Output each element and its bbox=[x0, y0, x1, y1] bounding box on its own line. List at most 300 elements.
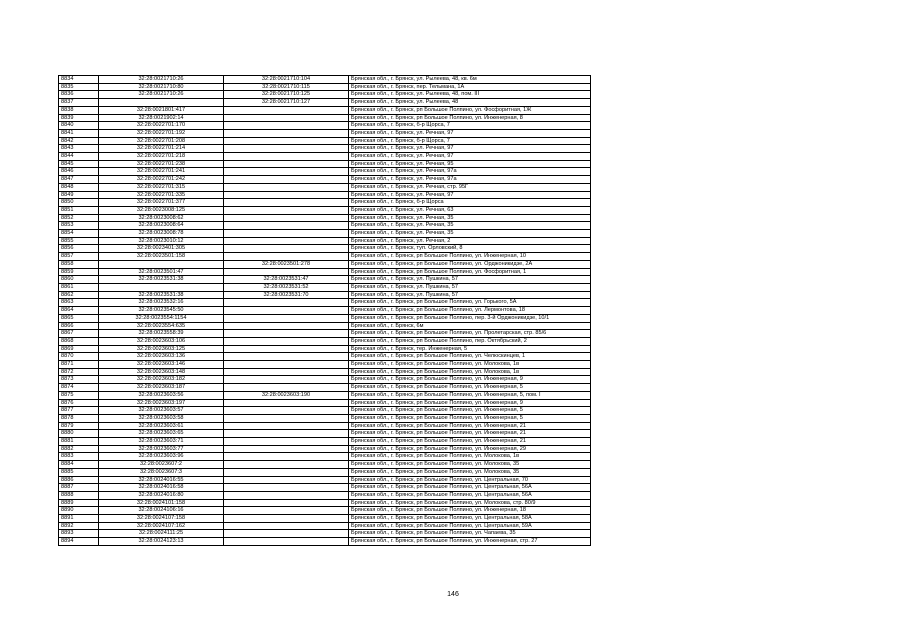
object-number-cell bbox=[224, 153, 349, 161]
parcel-number-cell: 32:28:0023008:78 bbox=[99, 230, 224, 238]
table-row bbox=[59, 368, 591, 376]
table-row bbox=[59, 91, 591, 99]
row-number-cell: 8884 bbox=[59, 461, 99, 469]
parcel-number-cell bbox=[99, 99, 224, 107]
table-row bbox=[59, 245, 591, 253]
row-number-cell: 8865 bbox=[59, 314, 99, 322]
address-cell: Брянская обл., г. Брянск, ул. Речная, 97а bbox=[349, 168, 591, 176]
address-cell: Брянская обл., г. Брянск, рп Большое Полпино, ул. Лермонтова, 18 bbox=[349, 307, 591, 315]
table-row bbox=[59, 253, 591, 261]
table-row bbox=[59, 153, 591, 161]
parcel-number-cell: 32:28:0023603:125 bbox=[99, 345, 224, 353]
parcel-number-cell: 32:28:0023603:61 bbox=[99, 422, 224, 430]
parcel-number-cell: 32:28:0023603:96 bbox=[99, 453, 224, 461]
row-number-cell: 8839 bbox=[59, 114, 99, 122]
table-row bbox=[59, 507, 591, 515]
row-number-cell: 8854 bbox=[59, 230, 99, 238]
parcel-number-cell: 32:28:0023008:125 bbox=[99, 206, 224, 214]
table-row bbox=[59, 376, 591, 384]
parcel-number-cell: 32:28:0023558:39 bbox=[99, 330, 224, 338]
address-cell: Брянская обл., г. Брянск, рп Большое Полпино, ул. Орджоникидзе, 2А bbox=[349, 260, 591, 268]
row-number-cell: 8863 bbox=[59, 299, 99, 307]
row-number-cell: 8868 bbox=[59, 337, 99, 345]
table-row bbox=[59, 337, 591, 345]
parcel-number-cell: 32:28:0024107:158 bbox=[99, 515, 224, 523]
table-row bbox=[59, 476, 591, 484]
table-row bbox=[59, 114, 591, 122]
table-row bbox=[59, 361, 591, 369]
address-cell: Брянская обл., г. Брянск, ул. Речная, 35 bbox=[349, 222, 591, 230]
address-cell: Брянская обл., г. Брянск, 6м bbox=[349, 322, 591, 330]
address-cell: Брянская обл., г. Брянск, рп Большое Полпино, ул. Инженерная, 9 bbox=[349, 376, 591, 384]
cadastral-table bbox=[58, 75, 591, 546]
parcel-number-cell bbox=[99, 260, 224, 268]
object-number-cell bbox=[224, 145, 349, 153]
address-cell: Брянская обл., г. Брянск, ул. Речная, 35 bbox=[349, 214, 591, 222]
row-number-cell: 8883 bbox=[59, 453, 99, 461]
parcel-number-cell: 32:28:0023531:38 bbox=[99, 291, 224, 299]
object-number-cell bbox=[224, 337, 349, 345]
parcel-number-cell: 32:28:0022701:315 bbox=[99, 183, 224, 191]
table-row bbox=[59, 206, 591, 214]
parcel-number-cell: 32:28:0022701:242 bbox=[99, 176, 224, 184]
object-number-cell bbox=[224, 230, 349, 238]
parcel-number-cell: 32:28:0024016:58 bbox=[99, 484, 224, 492]
parcel-number-cell: 32:28:0024106:16 bbox=[99, 507, 224, 515]
row-number-cell: 8840 bbox=[59, 122, 99, 130]
object-number-cell bbox=[224, 376, 349, 384]
table-row bbox=[59, 407, 591, 415]
address-cell: Брянская обл., г. Брянск, рп Большое Полпино, ул. Центральная, 56А bbox=[349, 491, 591, 499]
address-cell: Брянская обл., г. Брянск, ул. Рылеева, 48, пом. III bbox=[349, 91, 591, 99]
object-number-cell: 32:28:0023603:190 bbox=[224, 391, 349, 399]
object-number-cell bbox=[224, 314, 349, 322]
row-number-cell: 8837 bbox=[59, 99, 99, 107]
table-row bbox=[59, 468, 591, 476]
address-cell: Брянская обл., г. Брянск, рп Большое Полпино, ул. Инженерная, 8 bbox=[349, 114, 591, 122]
row-number-cell: 8867 bbox=[59, 330, 99, 338]
object-number-cell bbox=[224, 461, 349, 469]
table-row bbox=[59, 129, 591, 137]
parcel-number-cell: 32:28:0024101:158 bbox=[99, 499, 224, 507]
table-row bbox=[59, 314, 591, 322]
object-number-cell: 32:28:0021710:115 bbox=[224, 83, 349, 91]
table-row bbox=[59, 230, 591, 238]
address-cell: Брянская обл., г. Брянск, рп Большое Полпино, ул. Молокова, 1в bbox=[349, 453, 591, 461]
table-row bbox=[59, 438, 591, 446]
row-number-cell: 8888 bbox=[59, 491, 99, 499]
address-cell: Брянская обл., г. Брянск, рп Большое Полпино, ул. Молокова, 35 bbox=[349, 461, 591, 469]
address-cell: Брянская обл., г. Брянск, рп Большое Полпино, ул. Горького, 5А bbox=[349, 299, 591, 307]
table-row bbox=[59, 83, 591, 91]
address-cell: Брянская обл., г. Брянск, рп Большое Полпино, ул. Фосфоритная, 1Ж bbox=[349, 106, 591, 114]
parcel-number-cell: 32:28:0024107:162 bbox=[99, 522, 224, 530]
object-number-cell bbox=[224, 253, 349, 261]
object-number-cell bbox=[224, 353, 349, 361]
row-number-cell: 8886 bbox=[59, 476, 99, 484]
address-cell: Брянская обл., г. Брянск, рп Большое Полпино, ул. Инженерная, 21 bbox=[349, 438, 591, 446]
object-number-cell bbox=[224, 361, 349, 369]
address-cell: Брянская обл., г. Брянск, пер. Тельмана, 1А bbox=[349, 83, 591, 91]
object-number-cell bbox=[224, 268, 349, 276]
address-cell: Брянская обл., г. Брянск, рп Большое Полпино, ул. Инженерная, 10 bbox=[349, 253, 591, 261]
parcel-number-cell: 32:28:0021902:14 bbox=[99, 114, 224, 122]
object-number-cell: 32:28:0023531:70 bbox=[224, 291, 349, 299]
parcel-number-cell: 32:28:0023603:182 bbox=[99, 376, 224, 384]
address-cell: Брянская обл., г. Брянск, ул. Речная, 97 bbox=[349, 191, 591, 199]
row-number-cell: 8834 bbox=[59, 76, 99, 84]
address-cell: Брянская обл., г. Брянск, ул. Речная, 95 bbox=[349, 160, 591, 168]
parcel-number-cell: 32:28:0023607:2 bbox=[99, 461, 224, 469]
table-row bbox=[59, 191, 591, 199]
row-number-cell: 8874 bbox=[59, 384, 99, 392]
parcel-number-cell: 32:28:0023554:1154 bbox=[99, 314, 224, 322]
table-row bbox=[59, 345, 591, 353]
address-cell: Брянская обл., г. Брянск, рп Большое Полпино, пер. 3-й Орджоникидзе, 10/1 bbox=[349, 314, 591, 322]
object-number-cell bbox=[224, 183, 349, 191]
table-row bbox=[59, 353, 591, 361]
table-row bbox=[59, 299, 591, 307]
parcel-number-cell: 32:28:0024016:55 bbox=[99, 476, 224, 484]
address-cell: Брянская обл., г. Брянск, рп Большое Полпино, ул. Пролетарская, стр. 85/6 bbox=[349, 330, 591, 338]
address-cell: Брянская обл., г. Брянск, рп Большое Полпино, ул. Инженерная, 9 bbox=[349, 399, 591, 407]
object-number-cell bbox=[224, 522, 349, 530]
table-row bbox=[59, 199, 591, 207]
table-row bbox=[59, 260, 591, 268]
object-number-cell bbox=[224, 106, 349, 114]
object-number-cell bbox=[224, 507, 349, 515]
table-row bbox=[59, 430, 591, 438]
address-cell: Брянская обл., г. Брянск, рп Большое Полпино, ул. Инженерная, 29 bbox=[349, 445, 591, 453]
address-cell: Брянская обл., г. Брянск, рп Большое Полпино, ул. Инженерная, 5 bbox=[349, 414, 591, 422]
address-cell: Брянская обл., г. Брянск, ул. Пушкина, 57 bbox=[349, 276, 591, 284]
address-cell: Брянская обл., г. Брянск, ул. Пушкина, 57 bbox=[349, 283, 591, 291]
parcel-number-cell: 32:28:0022701:192 bbox=[99, 129, 224, 137]
table-row bbox=[59, 160, 591, 168]
object-number-cell bbox=[224, 237, 349, 245]
object-number-cell bbox=[224, 214, 349, 222]
object-number-cell bbox=[224, 407, 349, 415]
parcel-number-cell: 32:28:0023603:57 bbox=[99, 407, 224, 415]
object-number-cell: 32:28:0021710:104 bbox=[224, 76, 349, 84]
address-cell: Брянская обл., г. Брянск, ул. Рылеева, 48 bbox=[349, 99, 591, 107]
row-number-cell: 8843 bbox=[59, 145, 99, 153]
parcel-number-cell: 32:28:0023603:106 bbox=[99, 337, 224, 345]
table-row bbox=[59, 414, 591, 422]
parcel-number-cell bbox=[99, 283, 224, 291]
parcel-number-cell: 32:28:0023008:64 bbox=[99, 222, 224, 230]
table-row bbox=[59, 99, 591, 107]
object-number-cell bbox=[224, 322, 349, 330]
table-row bbox=[59, 145, 591, 153]
parcel-number-cell: 32:28:0024123:13 bbox=[99, 538, 224, 546]
object-number-cell bbox=[224, 160, 349, 168]
row-number-cell: 8880 bbox=[59, 430, 99, 438]
table-row bbox=[59, 222, 591, 230]
object-number-cell bbox=[224, 299, 349, 307]
object-number-cell bbox=[224, 476, 349, 484]
parcel-number-cell: 32:28:0023603:187 bbox=[99, 384, 224, 392]
parcel-number-cell: 32:28:0023603:77 bbox=[99, 445, 224, 453]
object-number-cell bbox=[224, 114, 349, 122]
table-row bbox=[59, 399, 591, 407]
table-row bbox=[59, 522, 591, 530]
table-row bbox=[59, 214, 591, 222]
parcel-number-cell: 32:28:0023401:305 bbox=[99, 245, 224, 253]
row-number-cell: 8876 bbox=[59, 399, 99, 407]
row-number-cell: 8835 bbox=[59, 83, 99, 91]
row-number-cell: 8849 bbox=[59, 191, 99, 199]
table-row bbox=[59, 499, 591, 507]
parcel-number-cell: 32:28:0023010:12 bbox=[99, 237, 224, 245]
address-cell: Брянская обл., г. Брянск, тер. Инженерная, 5 bbox=[349, 345, 591, 353]
object-number-cell bbox=[224, 530, 349, 538]
object-number-cell bbox=[224, 199, 349, 207]
row-number-cell: 8885 bbox=[59, 468, 99, 476]
object-number-cell bbox=[224, 330, 349, 338]
parcel-number-cell: 32:28:0023603:197 bbox=[99, 399, 224, 407]
parcel-number-cell: 32:28:0023603:58 bbox=[99, 414, 224, 422]
row-number-cell: 8857 bbox=[59, 253, 99, 261]
table-row bbox=[59, 283, 591, 291]
object-number-cell: 32:28:0021710:125 bbox=[224, 91, 349, 99]
object-number-cell bbox=[224, 307, 349, 315]
row-number-cell: 8894 bbox=[59, 538, 99, 546]
parcel-number-cell: 32:28:0022701:238 bbox=[99, 160, 224, 168]
address-cell: Брянская обл., г. Брянск, туп. Орловский, 8 bbox=[349, 245, 591, 253]
object-number-cell bbox=[224, 384, 349, 392]
table-row bbox=[59, 491, 591, 499]
address-cell: Брянская обл., г. Брянск, б-р Щорса, 7 bbox=[349, 122, 591, 130]
table-row bbox=[59, 76, 591, 84]
parcel-number-cell: 32:28:0023603:146 bbox=[99, 361, 224, 369]
row-number-cell: 8879 bbox=[59, 422, 99, 430]
address-cell: Брянская обл., г. Брянск, рп Большое Полпино, ул. Молокова, стр. 80/9 bbox=[349, 499, 591, 507]
parcel-number-cell: 32:28:0023501:158 bbox=[99, 253, 224, 261]
object-number-cell bbox=[224, 515, 349, 523]
row-number-cell: 8870 bbox=[59, 353, 99, 361]
address-cell: Брянская обл., г. Брянск, рп Большое Полпино, ул. Челюскинцев, 1 bbox=[349, 353, 591, 361]
table-row bbox=[59, 484, 591, 492]
address-cell: Брянская обл., г. Брянск, рп Большое Полпино, ул. Инженерная, 5, пом. I bbox=[349, 391, 591, 399]
object-number-cell bbox=[224, 491, 349, 499]
address-cell: Брянская обл., г. Брянск, ул. Пушкина, 57 bbox=[349, 291, 591, 299]
address-cell: Брянская обл., г. Брянск, ул. Речная, 2 bbox=[349, 237, 591, 245]
address-cell: Брянская обл., г. Брянск, рп Большое Полпино, ул. Молокова, 1в bbox=[349, 361, 591, 369]
address-cell: Брянская обл., г. Брянск, рп Большое Полпино, ул. Центральная, 58А bbox=[349, 515, 591, 523]
table-row bbox=[59, 384, 591, 392]
object-number-cell bbox=[224, 430, 349, 438]
table-row bbox=[59, 530, 591, 538]
table-row bbox=[59, 453, 591, 461]
address-cell: Брянская обл., г. Брянск, рп Большое Полпино, ул. Инженерная, 21 bbox=[349, 430, 591, 438]
address-cell: Брянская обл., г. Брянск, ул. Речная, 97а bbox=[349, 176, 591, 184]
parcel-number-cell: 32:28:0022701:208 bbox=[99, 137, 224, 145]
address-cell: Брянская обл., г. Брянск, рп Большое Полпино, ул. Инженерная, 21 bbox=[349, 422, 591, 430]
row-number-cell: 8891 bbox=[59, 515, 99, 523]
object-number-cell bbox=[224, 414, 349, 422]
address-cell: Брянская обл., г. Брянск, ул. Речная, 97 bbox=[349, 153, 591, 161]
object-number-cell bbox=[224, 438, 349, 446]
parcel-number-cell: 32:28:0023554:635 bbox=[99, 322, 224, 330]
address-cell: Брянская обл., г. Брянск, рп Большое Полпино, ул. Центральная, 59А bbox=[349, 522, 591, 530]
parcel-number-cell: 32:28:0023603:148 bbox=[99, 368, 224, 376]
row-number-cell: 8856 bbox=[59, 245, 99, 253]
row-number-cell: 8847 bbox=[59, 176, 99, 184]
address-cell: Брянская обл., г. Брянск, рп Большое Полпино, ул. Инженерная, 5 bbox=[349, 384, 591, 392]
row-number-cell: 8855 bbox=[59, 237, 99, 245]
parcel-number-cell: 32:28:0023607:3 bbox=[99, 468, 224, 476]
address-cell: Брянская обл., г. Брянск, ул. Речная, 97 bbox=[349, 145, 591, 153]
row-number-cell: 8875 bbox=[59, 391, 99, 399]
table-row bbox=[59, 391, 591, 399]
row-number-cell: 8850 bbox=[59, 199, 99, 207]
table-row bbox=[59, 268, 591, 276]
table-row bbox=[59, 291, 591, 299]
row-number-cell: 8873 bbox=[59, 376, 99, 384]
address-cell: Брянская обл., г. Брянск, ул. Речная, 35 bbox=[349, 230, 591, 238]
table-row bbox=[59, 237, 591, 245]
row-number-cell: 8889 bbox=[59, 499, 99, 507]
parcel-number-cell: 32:28:0021710:26 bbox=[99, 76, 224, 84]
object-number-cell bbox=[224, 245, 349, 253]
table-row bbox=[59, 106, 591, 114]
parcel-number-cell: 32:28:0022701:218 bbox=[99, 153, 224, 161]
parcel-number-cell: 32:28:0023532:16 bbox=[99, 299, 224, 307]
row-number-cell: 8842 bbox=[59, 137, 99, 145]
object-number-cell bbox=[224, 499, 349, 507]
address-cell: Брянская обл., г. Брянск, рп Большое Полпино, ул. Центральная, 56А bbox=[349, 484, 591, 492]
row-number-cell: 8887 bbox=[59, 484, 99, 492]
object-number-cell bbox=[224, 468, 349, 476]
object-number-cell bbox=[224, 176, 349, 184]
table-row bbox=[59, 322, 591, 330]
address-cell: Брянская обл., г. Брянск, рп Большое Полпино, ул. Инженерная, 5 bbox=[349, 407, 591, 415]
parcel-number-cell: 32:28:0021801:417 bbox=[99, 106, 224, 114]
row-number-cell: 8893 bbox=[59, 530, 99, 538]
table-row bbox=[59, 422, 591, 430]
row-number-cell: 8860 bbox=[59, 276, 99, 284]
row-number-cell: 8861 bbox=[59, 283, 99, 291]
address-cell: Брянская обл., г. Брянск, рп Большое Полпино, ул. Чапаева, 35 bbox=[349, 530, 591, 538]
row-number-cell: 8878 bbox=[59, 414, 99, 422]
parcel-number-cell: 32:28:0023603:136 bbox=[99, 353, 224, 361]
object-number-cell: 32:28:0023501:278 bbox=[224, 260, 349, 268]
parcel-number-cell: 32:28:0024016:80 bbox=[99, 491, 224, 499]
table-row bbox=[59, 168, 591, 176]
object-number-cell bbox=[224, 122, 349, 130]
address-cell: Брянская обл., г. Брянск, рп Большое Полпино, ул. Фосфоритная, 1 bbox=[349, 268, 591, 276]
row-number-cell: 8838 bbox=[59, 106, 99, 114]
address-cell: Брянская обл., г. Брянск, ул. Речная, 97 bbox=[349, 129, 591, 137]
table-row bbox=[59, 461, 591, 469]
row-number-cell: 8881 bbox=[59, 438, 99, 446]
object-number-cell: 32:28:0021710:127 bbox=[224, 99, 349, 107]
table-row bbox=[59, 515, 591, 523]
address-cell: Брянская обл., г. Брянск, б-р Щорса bbox=[349, 199, 591, 207]
object-number-cell bbox=[224, 445, 349, 453]
object-number-cell bbox=[224, 191, 349, 199]
parcel-number-cell: 32:28:0022701:214 bbox=[99, 145, 224, 153]
row-number-cell: 8866 bbox=[59, 322, 99, 330]
parcel-number-cell: 32:28:0022701:377 bbox=[99, 199, 224, 207]
row-number-cell: 8844 bbox=[59, 153, 99, 161]
row-number-cell: 8836 bbox=[59, 91, 99, 99]
object-number-cell bbox=[224, 368, 349, 376]
row-number-cell: 8882 bbox=[59, 445, 99, 453]
row-number-cell: 8852 bbox=[59, 214, 99, 222]
table-row bbox=[59, 176, 591, 184]
address-cell: Брянская обл., г. Брянск, б-р Щорса, 7 bbox=[349, 137, 591, 145]
table-row bbox=[59, 538, 591, 546]
row-number-cell: 8892 bbox=[59, 522, 99, 530]
parcel-number-cell: 32:28:0023603:56 bbox=[99, 391, 224, 399]
row-number-cell: 8846 bbox=[59, 168, 99, 176]
row-number-cell: 8859 bbox=[59, 268, 99, 276]
parcel-number-cell: 32:28:0021710:26 bbox=[99, 91, 224, 99]
parcel-number-cell: 32:28:0023603:71 bbox=[99, 438, 224, 446]
object-number-cell bbox=[224, 222, 349, 230]
table-row bbox=[59, 307, 591, 315]
object-number-cell: 32:28:0023531:52 bbox=[224, 283, 349, 291]
parcel-number-cell: 32:28:0021710:80 bbox=[99, 83, 224, 91]
page-number: 146 bbox=[447, 591, 459, 598]
object-number-cell bbox=[224, 399, 349, 407]
object-number-cell bbox=[224, 422, 349, 430]
parcel-number-cell: 32:28:0022701:241 bbox=[99, 168, 224, 176]
table-body bbox=[59, 76, 591, 546]
object-number-cell bbox=[224, 129, 349, 137]
row-number-cell: 8851 bbox=[59, 206, 99, 214]
table-row bbox=[59, 276, 591, 284]
address-cell: Брянская обл., г. Брянск, ул. Речная, 63 bbox=[349, 206, 591, 214]
address-cell: Брянская обл., г. Брянск, рп Большое Полпино, ул. Инженерная, стр. 27 bbox=[349, 538, 591, 546]
parcel-number-cell: 32:28:0023008:62 bbox=[99, 214, 224, 222]
row-number-cell: 8871 bbox=[59, 361, 99, 369]
row-number-cell: 8845 bbox=[59, 160, 99, 168]
row-number-cell: 8890 bbox=[59, 507, 99, 515]
object-number-cell bbox=[224, 484, 349, 492]
row-number-cell: 8848 bbox=[59, 183, 99, 191]
table-row bbox=[59, 122, 591, 130]
row-number-cell: 8841 bbox=[59, 129, 99, 137]
row-number-cell: 8877 bbox=[59, 407, 99, 415]
parcel-number-cell: 32:28:0023603:65 bbox=[99, 430, 224, 438]
row-number-cell: 8872 bbox=[59, 368, 99, 376]
address-cell: Брянская обл., г. Брянск, ул. Рылеева, 48, кв. 6м bbox=[349, 76, 591, 84]
object-number-cell bbox=[224, 206, 349, 214]
address-cell: Брянская обл., г. Брянск, рп Большое Полпино, ул. Инженерная, 18 bbox=[349, 507, 591, 515]
parcel-number-cell: 32:28:0023531:38 bbox=[99, 276, 224, 284]
table-row bbox=[59, 137, 591, 145]
parcel-number-cell: 32:28:0022701:170 bbox=[99, 122, 224, 130]
parcel-number-cell: 32:28:0022701:335 bbox=[99, 191, 224, 199]
object-number-cell bbox=[224, 137, 349, 145]
table-row bbox=[59, 445, 591, 453]
row-number-cell: 8862 bbox=[59, 291, 99, 299]
row-number-cell: 8858 bbox=[59, 260, 99, 268]
address-cell: Брянская обл., г. Брянск, рп Большое Полпино, ул. Молокова, 1в bbox=[349, 368, 591, 376]
row-number-cell: 8853 bbox=[59, 222, 99, 230]
object-number-cell bbox=[224, 345, 349, 353]
row-number-cell: 8869 bbox=[59, 345, 99, 353]
address-cell: Брянская обл., г. Брянск, ул. Речная, стр. 95Г bbox=[349, 183, 591, 191]
address-cell: Брянская обл., г. Брянск, рп Большое Полпино, ул. Центральная, 70 bbox=[349, 476, 591, 484]
object-number-cell bbox=[224, 538, 349, 546]
parcel-number-cell: 32:28:0023501:47 bbox=[99, 268, 224, 276]
address-cell: Брянская обл., г. Брянск, рп Большое Полпино, ул. Молокова, 35 bbox=[349, 468, 591, 476]
parcel-number-cell: 32:28:0023545:50 bbox=[99, 307, 224, 315]
